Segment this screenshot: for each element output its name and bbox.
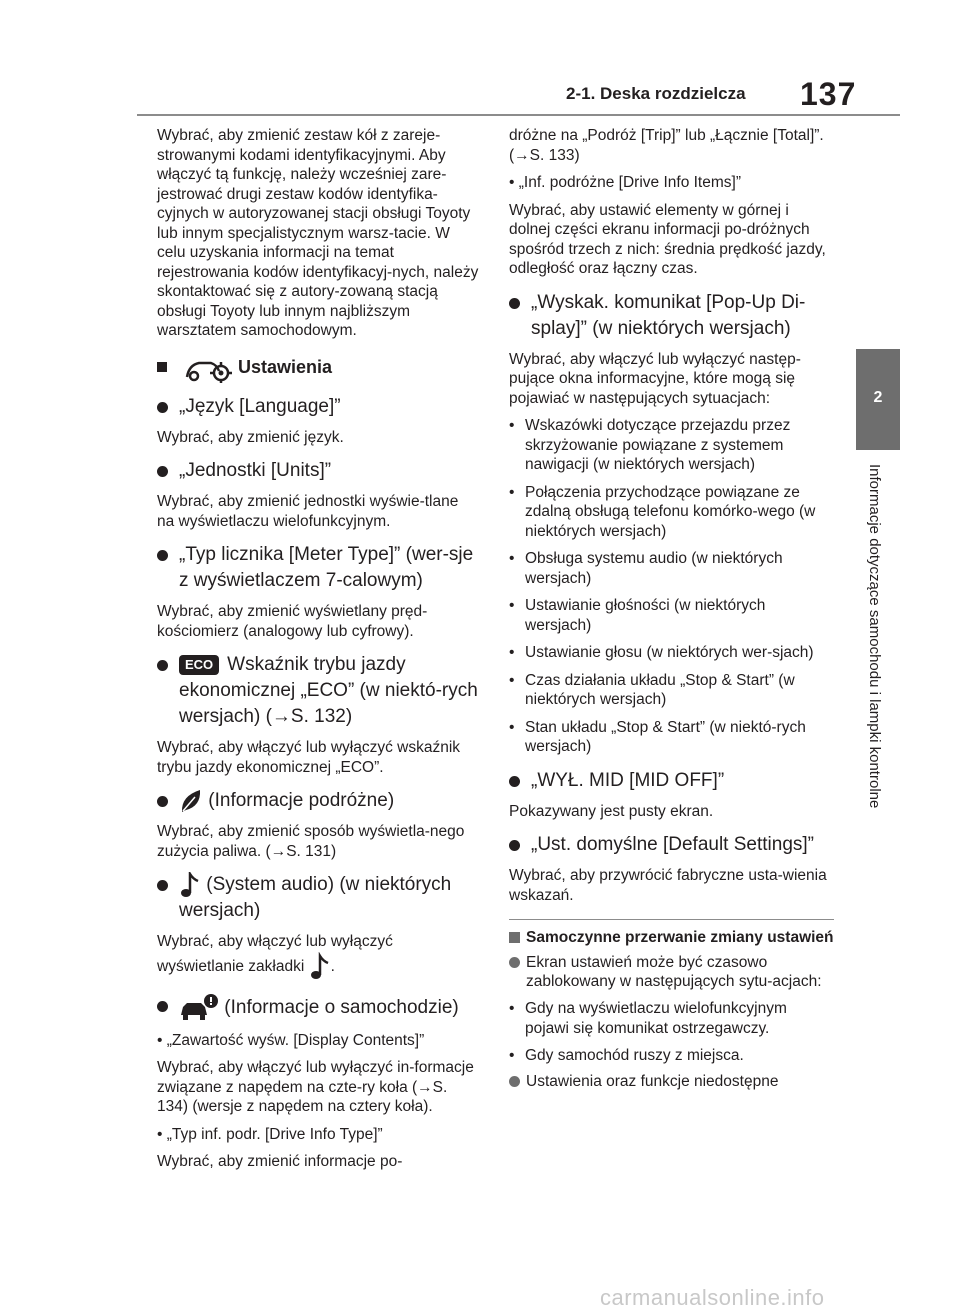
- mid-off-title: „WYŁ. MID [MID OFF]”: [531, 769, 725, 791]
- display-contents-text: Wybrać, aby włączyć lub wyłączyć in-formacje związane z napędem na czte-ry koła (→S. 134) (wersje z napędem na cztery koła).: [157, 1059, 474, 1116]
- list-item-text: Gdy samochód ruszy z miejsca.: [525, 1047, 744, 1064]
- eco-text: Wybrać, aby włączyć lub wyłączyć wskaźnik trybu jazdy ekonomicznej „ECO”.: [157, 739, 461, 776]
- auto-cancel-point: [509, 953, 834, 991]
- list-item: • Czas działania układu „Stop & Start” (w niektórych wersjach): [509, 671, 795, 708]
- square-bullet-icon: [157, 362, 167, 372]
- drive-info-heading: [157, 788, 479, 814]
- language-heading: [157, 394, 479, 420]
- list-item-text: Ustawianie głośności (w niektórych wersjach): [525, 597, 766, 634]
- chapter-number: 2: [873, 389, 883, 406]
- drive-info-items-label: • „Inf. podróżne [Drive Info Items]”: [509, 174, 741, 191]
- page-number: 137: [800, 76, 857, 112]
- list-item-text: Czas działania układu „Stop & Start” (w niektórych wersjach): [525, 671, 795, 708]
- auto-cancel-title: Samoczynne przerwanie zmiany ustawień: [526, 929, 834, 946]
- intro-paragraph: Wybrać, aby zmienić zestaw kół z zareje-strowanymi kodami identyfikacyjnymi. Aby włączyć tą funkcję, należy wcześniej zare-jestrować drugi zestaw kodów identyfika-cyjnych w autoryzowanej stacji obsługi Toyoty lub innym specjalistycznym warsz-tacie. W celu uzyskania informacji na temat rejestrowania kodów identyfikacyj-nych, należy skontaktować się z autory-zowaną stacją obsługi Toyoty lub innym najbliższym warsztatem samochodowym.: [157, 127, 479, 339]
- chapter-tab: [856, 349, 900, 450]
- default-settings-title: „Ust. domyślne [Default Settings]”: [531, 834, 814, 855]
- bullet-icon: [157, 550, 168, 561]
- drive-info-title: (Informacje podróżne): [208, 790, 395, 812]
- mid-off-heading: [509, 768, 834, 794]
- vehicle-heading: [157, 993, 479, 1023]
- audio-title: (System audio) (w niektórych wersjach): [179, 874, 452, 922]
- default-settings-text: Wybrać, aby przywrócić fabryczne usta-wienia wskazań.: [509, 867, 827, 904]
- audio-text-main: Wybrać, aby włączyć lub wyłączyć wyświetlanie zakładki: [157, 933, 393, 975]
- bullet-icon: [157, 880, 168, 891]
- settings-heading-text: Ustawienia: [238, 356, 333, 377]
- bullet-icon: [157, 660, 168, 671]
- auto-cancel-point: [509, 1072, 834, 1091]
- drive-info-text: Wybrać, aby zmienić sposób wyświetla-nego zużycia paliwa. (→S. 131): [157, 823, 465, 860]
- settings-heading: [157, 353, 479, 383]
- list-item-text: Ustawianie głosu (w niektórych wer-sjach): [525, 644, 814, 661]
- bullet-icon: [157, 466, 168, 477]
- eco-icon: ECO: [179, 655, 219, 675]
- list-item-text: Gdy na wyświetlaczu wielofunkcyjnym pojawi się komunikat ostrzegawczy.: [525, 1000, 787, 1037]
- default-settings-heading: [509, 832, 834, 858]
- continued-text: dróżne na „Podróż [Trip]” lub „Łącznie [Total]”. (→S. 133): [509, 127, 824, 164]
- units-text: Wybrać, aby zmienić jednostki wyświe-tlane na wyświetlaczu wielofunkcyjnym.: [157, 493, 459, 530]
- watermark: carmanualsonline.info: [600, 1285, 825, 1310]
- units-heading: [157, 458, 479, 484]
- popup-text: Wybrać, aby włączyć lub wyłączyć następ-pujące okna informacyjne, które mogą się pojawiać w następujących sytuacjach:: [509, 350, 801, 407]
- auto-cancel-point-text: Ustawienia oraz funkcje niedostępne: [526, 1072, 779, 1090]
- popup-heading: [509, 290, 834, 342]
- language-title: „Język [Language]”: [179, 395, 341, 417]
- audio-text-end: .: [330, 957, 335, 975]
- audio-heading: [157, 872, 479, 924]
- list-item-text: Obsługa systemu audio (w niektórych wersjach): [525, 550, 783, 587]
- list-item: • Ustawianie głosu (w niektórych wer-sjach): [509, 644, 814, 661]
- mid-off-text: Pokazywany jest pusty ekran.: [509, 802, 714, 820]
- bullet-icon: [509, 840, 520, 851]
- section-divider: [509, 919, 834, 920]
- eco-title: Wskaźnik trybu jazdy ekonomicznej „ECO” (w niektó-rych wersjach) (→S. 132): [179, 654, 478, 727]
- bullet-icon: [509, 298, 520, 309]
- meter-title: „Typ licznika [Meter Type]” (wer-sje z wyświetlaczem 7-calowym): [179, 544, 474, 591]
- display-contents-label: • „Zawartość wyśw. [Display Contents]”: [157, 1031, 425, 1049]
- eco-heading: [157, 652, 479, 730]
- bullet-icon: [157, 402, 168, 413]
- bullet-icon: [509, 776, 520, 787]
- popup-title: „Wyskak. komunikat [Pop-Up Di-splay]” (w niektórych wersjach): [531, 291, 806, 339]
- music-note-icon: [179, 872, 201, 898]
- header-rule: [137, 114, 900, 116]
- right-column: [509, 126, 834, 1091]
- units-title: „Jednostki [Units]”: [179, 460, 332, 481]
- bullet-icon: [157, 1001, 168, 1012]
- drive-info-items-text: Wybrać, aby ustawić elementy w górnej i dolnej części ekranu informacji po-dróżnych spośród trzech z nich: średnia prędkość jazdy, odległość oraz łączny czas.: [509, 201, 826, 277]
- list-item: • Gdy samochód ruszy z miejsca.: [509, 1047, 744, 1064]
- drive-info-type-text: Wybrać, aby zmienić informacje po-: [157, 1153, 403, 1171]
- music-note-icon: [309, 952, 331, 982]
- list-item: • Połączenia przychodzące powiązane ze zdalną obsługą telefonu komórko-wego (w niektórych wersjach): [509, 483, 816, 540]
- list-item-text: Wskazówki dotyczące przejazdu przez skrzyżowanie powiązane z systemem nawigacji (w niektórych wersjach): [525, 417, 791, 473]
- vehicle-title: (Informacje o samochodzie): [224, 996, 459, 1018]
- chapter-label: Informacje dotyczące samochodu i lampki kontrolne: [866, 464, 883, 809]
- auto-cancel-heading: [509, 928, 834, 947]
- left-column: [157, 126, 479, 1172]
- language-text: Wybrać, aby zmienić język.: [157, 428, 344, 446]
- drive-info-type-label: • „Typ inf. podr. [Drive Info Type]”: [157, 1125, 383, 1143]
- vehicle-info-icon: [179, 993, 219, 1023]
- audio-text: [157, 932, 479, 982]
- list-item-text: Stan układu „Stop & Start” (w niektó-rych wersjach): [525, 718, 806, 755]
- auto-cancel-point-text: Ekran ustawień może być czasowo zablokowany w następujących sytu-acjach:: [526, 954, 822, 990]
- list-item: • Ustawianie głośności (w niektórych wersjach): [509, 597, 766, 634]
- list-item: • Obsługa systemu audio (w niektórych wersjach): [509, 550, 783, 587]
- bullet-icon: [509, 957, 520, 968]
- list-item: • Stan układu „Stop & Start” (w niektó-rych wersjach): [509, 718, 806, 755]
- list-item: • Gdy na wyświetlaczu wielofunkcyjnym pojawi się komunikat ostrzegawczy.: [509, 1000, 787, 1037]
- settings-car-icon: [183, 353, 233, 383]
- section-title: 2-1. Deska rozdzielcza: [566, 84, 746, 103]
- bullet-icon: [157, 796, 168, 807]
- bullet-icon: [509, 1076, 520, 1087]
- square-bullet-icon: [509, 932, 520, 943]
- meter-heading: [157, 542, 479, 594]
- meter-text: Wybrać, aby zmienić wyświetlany pręd-kościomierz (analogowy lub cyfrowy).: [157, 603, 428, 640]
- list-item: • Wskazówki dotyczące przejazdu przez skrzyżowanie powiązane z systemem nawigacji (w niektórych wersjach): [509, 417, 791, 473]
- leaf-icon: [179, 788, 203, 814]
- list-item-text: Połączenia przychodzące powiązane ze zdalną obsługą telefonu komórko-wego (w niektórych wersjach): [525, 483, 816, 540]
